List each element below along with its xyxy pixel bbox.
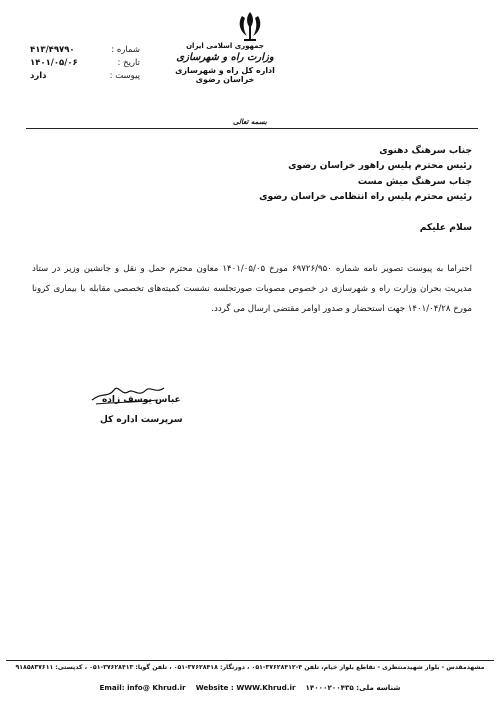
iran-emblem-icon [232, 8, 268, 44]
meta-date-row [30, 57, 140, 70]
number-value: ۴۱۳/۴۹۷۹۰ [30, 45, 75, 55]
signer-block [100, 390, 183, 430]
website-link[interactable]: WWW.Khrud.ir [236, 683, 296, 692]
meta-number-row [30, 44, 140, 57]
recipients-block [259, 144, 472, 204]
meta-attachment-row [30, 70, 140, 83]
greeting: سلام علیکم [419, 222, 472, 233]
recipient-line: جناب سرهنگ میش مست [357, 176, 472, 187]
ministry-name: وزارت راه و شهرسازی [176, 52, 274, 63]
office-name: اداره کل راه و شهرسازی خراسان رضوی [175, 66, 275, 84]
letter-meta [30, 44, 140, 83]
email-label: Email: [99, 683, 125, 692]
national-id-label: شناسه ملی: [356, 683, 401, 692]
header-divider [26, 128, 478, 129]
ministry-header [165, 42, 285, 84]
recipient-line: جناب سرهنگ دهنوی [379, 145, 472, 156]
recipient-line: رئیس محترم پلیس راهور خراسان رضوی [288, 159, 472, 171]
attachment-value: دارد [30, 71, 47, 81]
signer-name: عباس یوسف زاده [101, 395, 181, 405]
attachment-label: پیوست : [109, 71, 140, 81]
date-value: ۱۴۰۱/۰۵/۰۶ [30, 58, 78, 68]
number-label: شماره : [111, 45, 140, 55]
signer-title: سرپرست اداره کل [100, 415, 183, 425]
date-label: تاریخ : [117, 58, 140, 68]
footer-contact [0, 683, 500, 692]
letter-body: احتراما به پیوست تصویر نامه شماره ۶۹۷۲۶/۹۵۰ مورخ ۱۴۰۱/۰۵/۰۵ معاون محترم حمل و نقل و جانشین وزیر در ستاد مدیریت بحران وزارت راه و شهرسازی در خصوص مصوبات صورتجلسه نشست کمیته‌های تخصصی مقابله با بیماری کرونا مورخ ۱۴۰۱/۰۴/۲۸ جهت استحضار و صدور اوامر مقتضی ارسال می گردد. [32, 264, 472, 314]
recipient-line: رئیس محترم پلیس راه انتظامی خراسان رضوی [259, 190, 472, 202]
country-name: جمهوری اسلامی ایران [186, 42, 264, 50]
email-link[interactable]: info@ Khrud.ir [127, 683, 186, 692]
website-label: Website : [195, 683, 234, 692]
footer-address: مشهدمقدس - بلوار شهیدمنتظری - تقاطع بلوار خیام، تلفن ۴-۳۷۶۲۸۴۱۲-۰۵۱ ، دورنگار: ۳۷۶۲۸۴۱۸-۰۵۱ ، تلفن گویا: ۳۷۶۲۸۴۱۳-۰۵۱ ، کدپستی: ۹۱۸۵۸۳۷۶۱۱ [15, 664, 485, 671]
footer-divider [6, 660, 494, 661]
national-id: ۱۴۰۰۰۲۰۰۴۳۵ [305, 683, 354, 692]
bismillah: بسمه تعالی [233, 118, 267, 126]
